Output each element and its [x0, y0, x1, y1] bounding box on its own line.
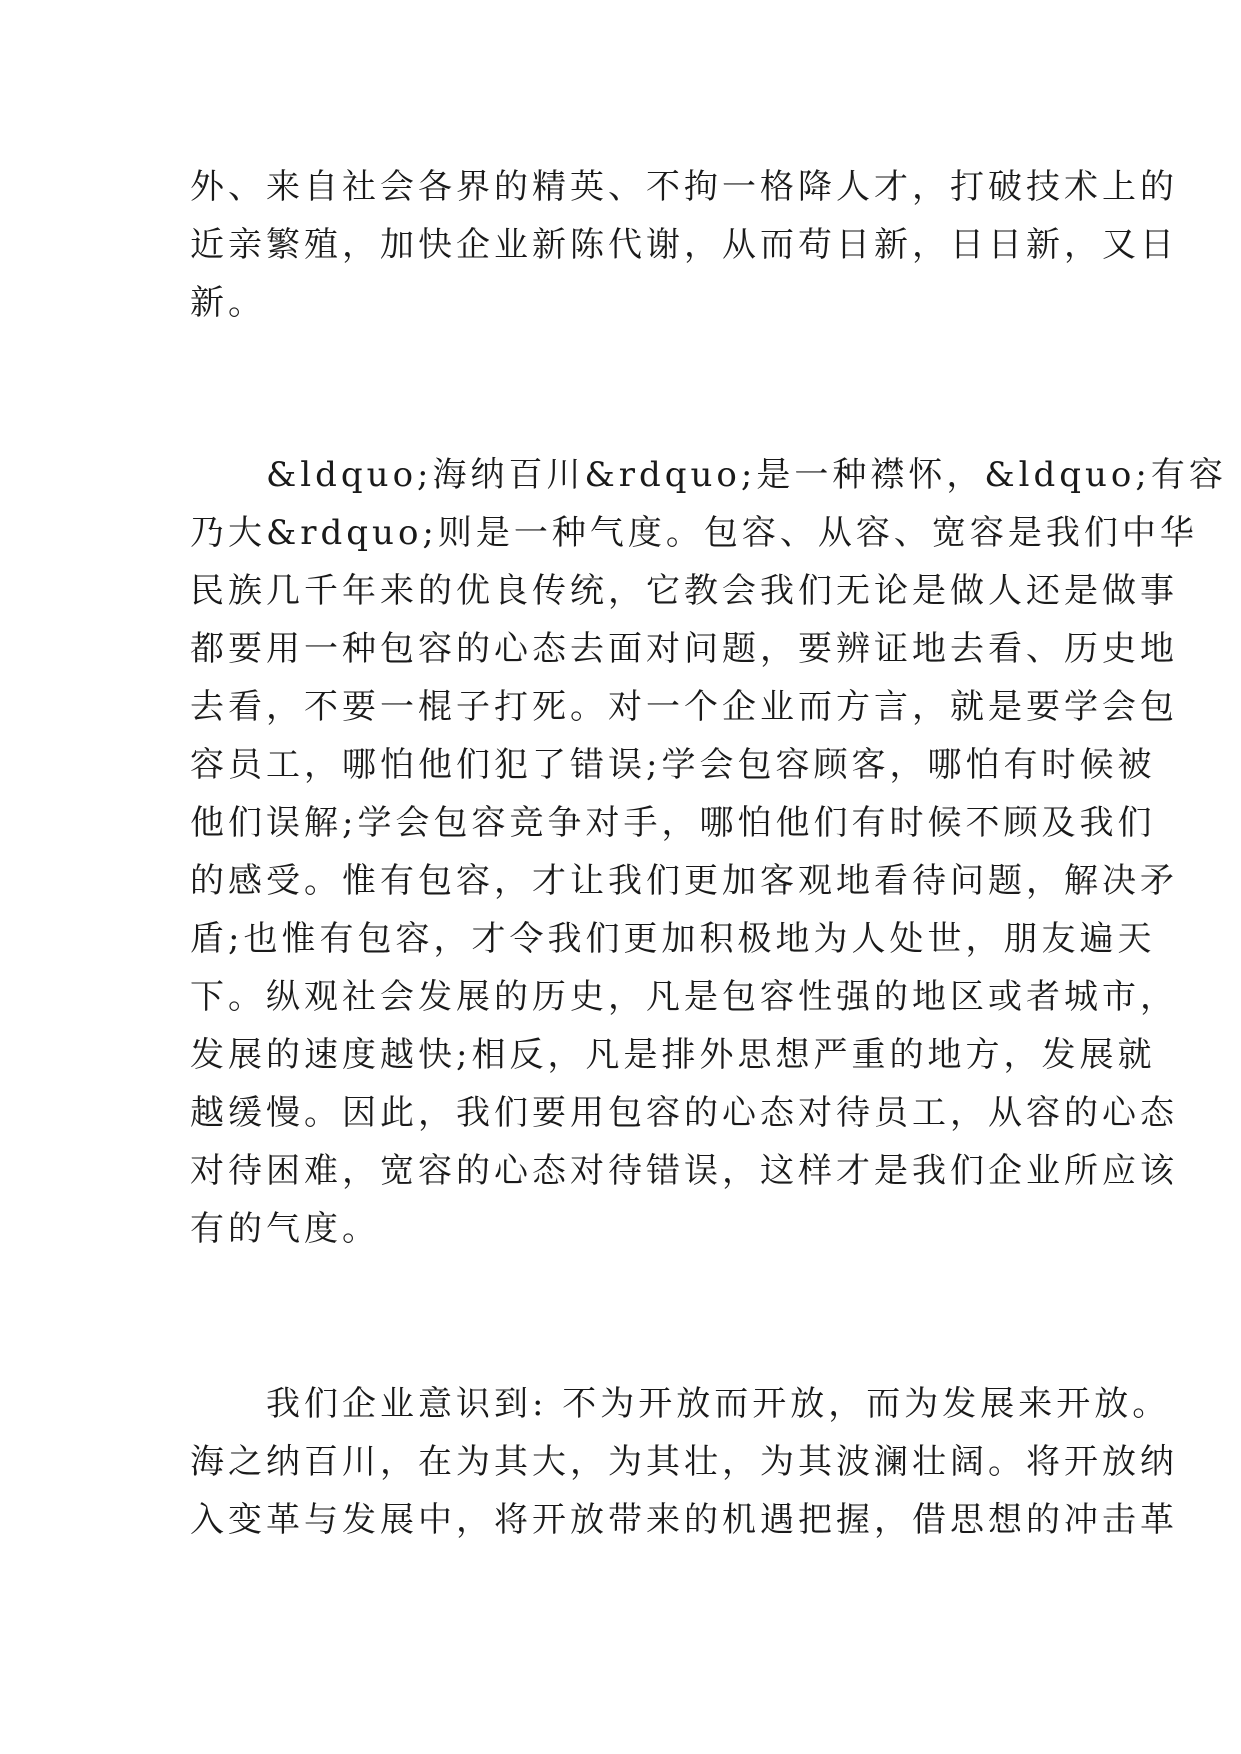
paragraph-line: 外、来自社会各界的精英、不拘一格降人才，打破技术上的 [190, 167, 1178, 207]
paragraph-line: 海之纳百川，在为其大，为其壮，为其波澜壮阔。将开放纳 [190, 1442, 1178, 1482]
paragraph-line: 新。 [190, 283, 266, 323]
paragraph-line: 入变革与发展中，将开放带来的机遇把握，借思想的冲击革 [190, 1500, 1178, 1540]
paragraph-line: 下。纵观社会发展的历史，凡是包容性强的地区或者城市， [190, 977, 1178, 1017]
paragraph-line: 有的气度。 [190, 1209, 380, 1249]
paragraph-line: 去看，不要一棍子打死。对一个企业而方言，就是要学会包 [190, 687, 1178, 727]
paragraph-line: 他们误解;学会包容竞争对手，哪怕他们有时候不顾及我们 [190, 803, 1156, 843]
paragraph-2 [190, 446, 1227, 1258]
paragraph-line: 民族几千年来的优良传统，它教会我们无论是做人还是做事 [190, 571, 1178, 611]
paragraph-line: 对待困难，宽容的心态对待错误，这样才是我们企业所应该 [190, 1151, 1178, 1191]
paragraph-line: 发展的速度越快;相反，凡是排外思想严重的地方，发展就 [190, 1035, 1156, 1075]
paragraph-3 [190, 1375, 1178, 1549]
paragraph-line: 容员工，哪怕他们犯了错误;学会包容顾客，哪怕有时候被 [190, 745, 1156, 785]
paragraph-line: 近亲繁殖，加快企业新陈代谢，从而苟日新，日日新，又日 [190, 225, 1178, 265]
paragraph-line: 盾;也惟有包容，才令我们更加积极地为人处世，朋友遍天 [190, 919, 1156, 959]
paragraph-line: 都要用一种包容的心态去面对问题，要辨证地去看、历史地 [190, 629, 1178, 669]
paragraph-line: &ldquo;海纳百川&rdquo;是一种襟怀，&ldquo;有容 [190, 455, 1227, 495]
paragraph-1 [190, 158, 1178, 332]
paragraph-line: 的感受。惟有包容，才让我们更加客观地看待问题，解决矛 [190, 861, 1178, 901]
paragraph-line: 乃大&rdquo;则是一种气度。包容、从容、宽容是我们中华 [190, 513, 1198, 553]
paragraph-line: 我们企业意识到: 不为开放而开放，而为发展来开放。 [190, 1384, 1171, 1424]
paragraph-line: 越缓慢。因此，我们要用包容的心态对待员工，从容的心态 [190, 1093, 1178, 1133]
